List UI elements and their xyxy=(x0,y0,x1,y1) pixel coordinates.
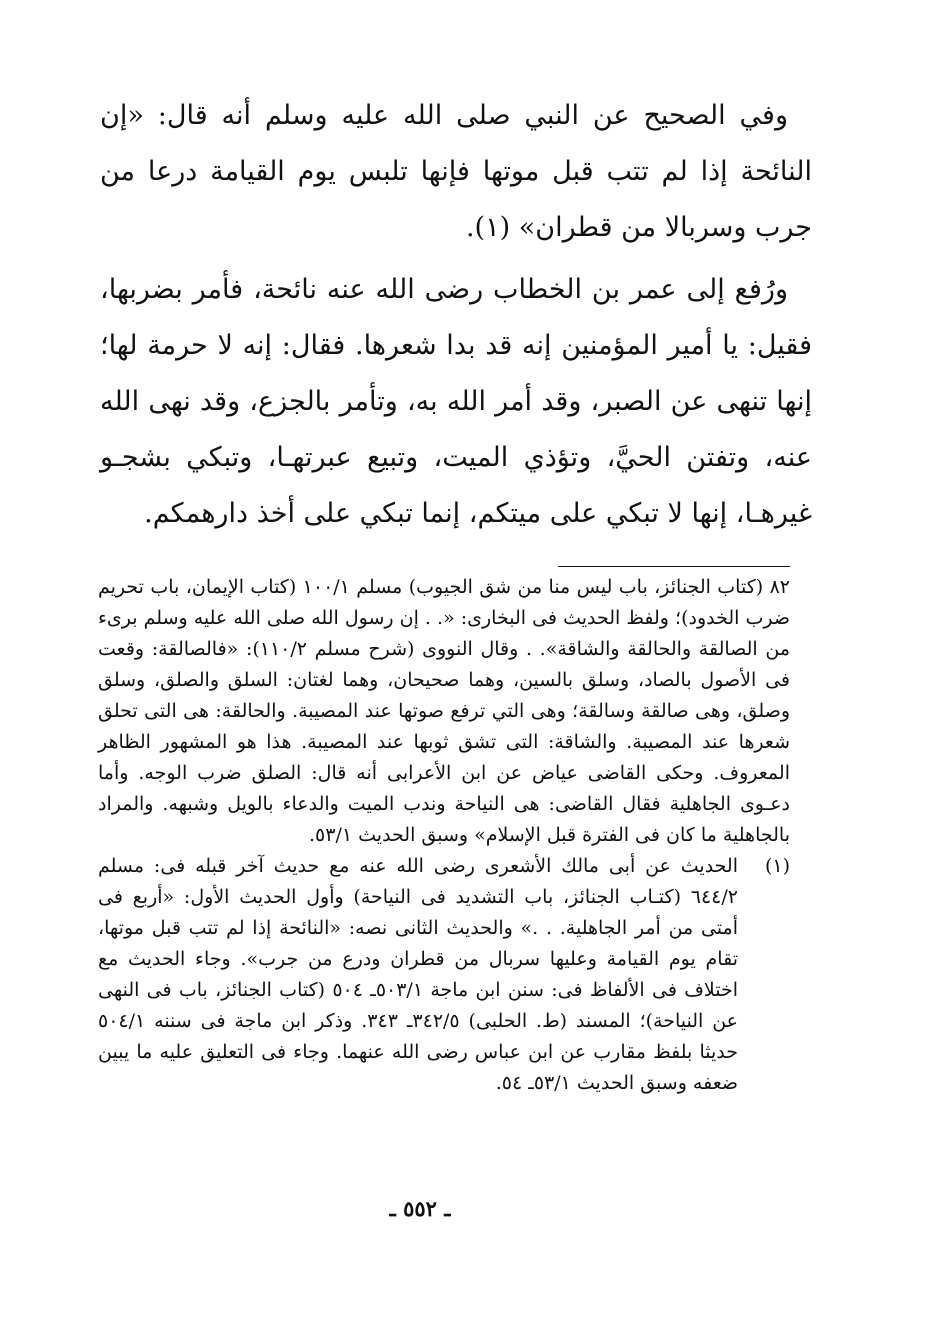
footnote-text: الحديث عن أبى مالك الأشعرى رضى الله عنه مع حديث آخر قبله فى: مسلم ٦٤٤/٢ (كتـاب الجنائز، باب التشديد فى النياحة) وأول الحديث الأول: «أربع فى أمتى من أمر الجاهلية. . .» والحديث الثانى نصه: «النائحة إذا لم تتب قبل موتها، تقام يوم القيامة وعليها سربال من قطران ودرع من جرب». وجاء الحديث مع اختلاف فى الألفاظ فى: سنن ابن ماجة ٥٠٣/١ـ ٥٠٤ (كتاب الجنائز، باب فى النهى عن النياحة)؛ المسند (ط. الحلبى) ٣٤٢/٥ـ ٣٤٣. وذكر ابن ماجة فى سننه ٥٠٤/١ حديثا بلفظ مقارب عن ابن عباس رضى الله عنهما. وجاء فى التعليق عليه ما يبين ضعفه وسبق الحديث ٥٣/١ـ ٥٤. xyxy=(98,855,739,1094)
paragraph-umar-story: ورُفع إلى عمر بن الخطاب رضى الله عنه نائحة، فأمر بضربها، فقيل: يا أمير المؤمنين إنه قد بدا شعرها. فقال: إنه لا حرمة لها؛ إنها تنهى عن الصبر، وقد أمر الله به، وتأمر بالجزع، وقد نهى الله عنه، وتفتن الحيَّ، وتؤذي الميت، وتبيع عبرتهـا، وتبكي بشجـو غيرهـا، إنها لا تبكي على ميتكم، إنما تبكي على أخذ دارهمكم. xyxy=(100,274,812,529)
footnote-continued: ٨٢ (كتاب الجنائز، باب ليس منا من شق الجيوب) مسلم ١٠٠/١ (كتاب الإيمان، باب تحريم ضرب الخدود)؛ ولفظ الحديث فى البخارى: «. . إن رسول الله صلى الله عليه وسلم برىء من الصالقة والحالقة والشاقة». . وقال النووى (شرح مسلم ١١٠/٢): «فالصالقة: وقعت فى الأصول بالصاد، وسلق بالسين، وهما صحيحان، وهما لغتان: السلق والصلق، وسلق وصلق، وهى صالقة وسالقة؛ وهى التي ترفع صوتها عند المصيبة. والحالقة: هى التى تحلق شعرها عند المصيبة. والشاقة: التى تشق ثوبها عند المصيبة. هذا هو المشهور الظاهر المعروف. وحكى القاضى عياض عن ابن الأعرابى أنه قال: الصلق ضرب الوجه. وأما دعـوى الجاهلية فقال القاضى: هى النياحة وندب الميت والدعاء بالويل وشبهه. والمراد بالجاهلية ما كان فى الفترة قبل الإسلام» وسبق الحديث ٥٣/١. xyxy=(98,576,790,846)
main-text xyxy=(100,88,812,548)
page-number: ـ ٥٥٢ ـ xyxy=(389,1196,451,1221)
footnote-1 xyxy=(98,851,790,1099)
footnote-number: (١) xyxy=(764,855,790,877)
footnote-separator xyxy=(558,566,790,567)
footnotes xyxy=(98,572,790,1099)
paragraph-hadith-quote: وفي الصحيح عن النبي صلى الله عليه وسلم أنه قال: «إن النائحة إذا لم تتب قبل موتها فإنها تلبس يوم القيامة درعا من جرب وسربالا من قطران» (١). xyxy=(100,100,812,243)
